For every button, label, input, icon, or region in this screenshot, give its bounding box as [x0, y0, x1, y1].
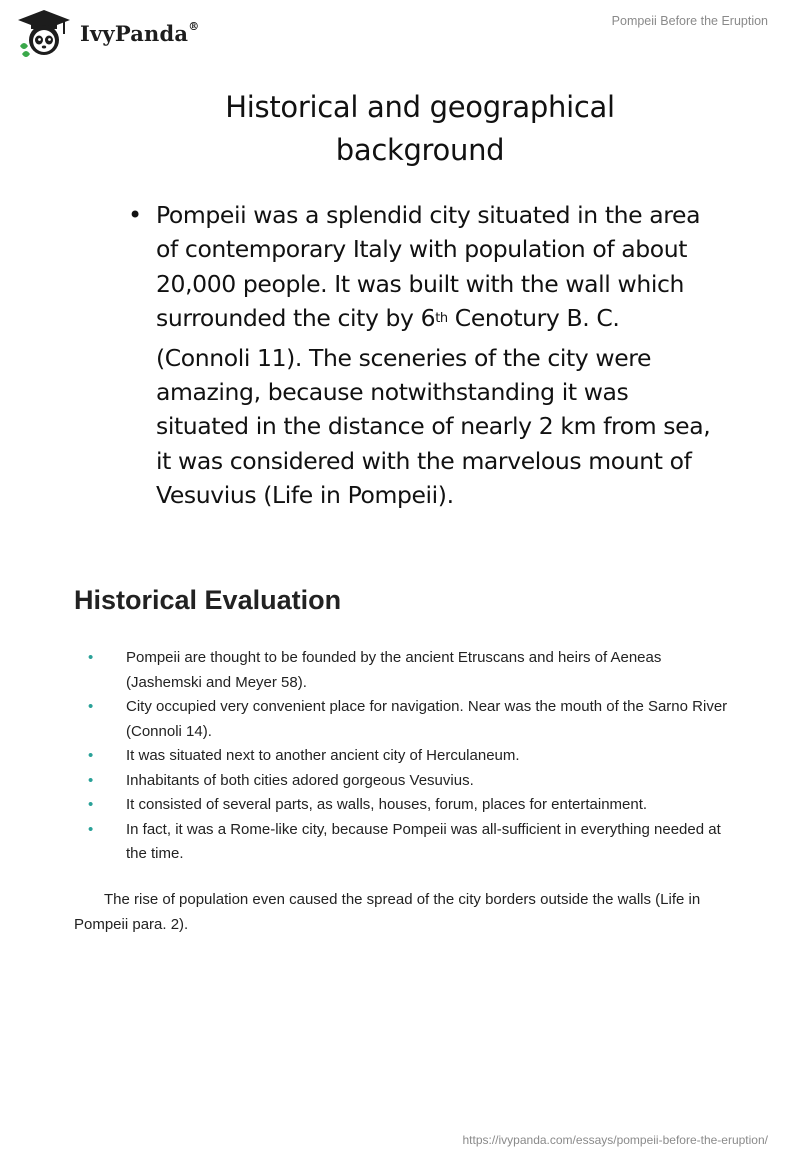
brand-name: IvyPanda® [80, 19, 200, 46]
panda-graduate-icon [14, 8, 74, 58]
bullet-icon: • [88, 747, 94, 764]
slide-title-line-1: Historical and geographical [225, 90, 615, 124]
list-item: • Inhabitants of both cities adored gorgeous Vesuvius. [88, 769, 728, 794]
list-item: • Pompeii are thought to be founded by the ancient Etruscans and heirs of Aeneas (Jashemski and Meyer 58). [88, 646, 728, 695]
bullet-icon: • [88, 649, 94, 666]
bullet-icon: • [88, 796, 94, 813]
list-item: • In fact, it was a Rome-like city, because Pompeii was all-sufficient in everything needed at the time. [88, 818, 728, 867]
slide-image [110, 86, 730, 516]
document-title: Pompeii Before the Eruption [611, 14, 768, 28]
page-header [0, 0, 800, 70]
bullet-icon: • [88, 820, 94, 838]
list-item: • City occupied very convenient place for navigation. Near was the mouth of the Sarno River (Connoli 14). [88, 695, 728, 744]
source-url[interactable]: https://ivypanda.com/essays/pompeii-before-the-eruption/ [462, 1133, 768, 1147]
section-heading: Historical Evaluation [74, 585, 342, 615]
slide-bullet-glyph: • [128, 201, 142, 229]
ivypanda-logo[interactable] [14, 8, 199, 58]
slide-bullet-text: Pompeii was a splendid city situated in the area of contemporary Italy with population of about 20,000 people. It was built with the wall which surrounded the city by 6th Cenotury B. C. (Connoli 11). The sceneries of the city were amazing, because notwithstanding it was situated in the distance of nearly 2 km from sea, it was considered with the marvelous mount of Vesuvius (Life in Pompeii). [156, 201, 711, 510]
list-item: • It was situated next to another ancient city of Herculaneum. [88, 744, 728, 769]
slide-title-line-2: background [335, 133, 505, 167]
body-paragraph: The rise of population even caused the spread of the city borders outside the walls (Life in Pompeii para. 2). [74, 891, 701, 933]
bullet-icon: • [88, 771, 94, 789]
list-item: • It consisted of several parts, as walls, houses, forum, places for entertainment. [88, 793, 728, 818]
bullet-icon: • [88, 698, 94, 715]
slide-bullet [128, 198, 718, 513]
slide-title [140, 86, 700, 172]
evaluation-list [88, 646, 728, 867]
